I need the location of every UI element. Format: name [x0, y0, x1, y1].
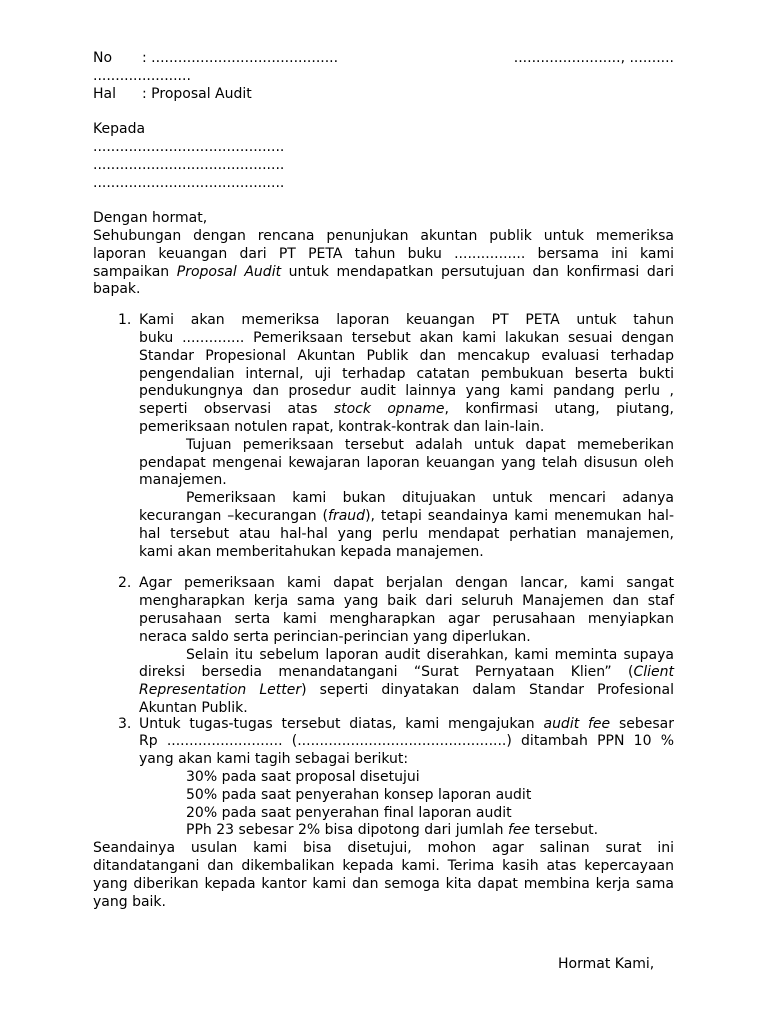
recipient-line: ........................................... [93, 138, 285, 155]
text-segment: Seandainya usulan kami bisa disetujui, mohon agar salinan surat ini [93, 840, 674, 857]
text-segment: Sehubungan dengan rencana penunjukan akuntan publik untuk memeriksa [93, 227, 674, 244]
text-segment: PPh 23 sebesar 2% bisa dipotong dari jumlah [186, 822, 508, 839]
list-item-2 [93, 575, 674, 717]
list-item-paragraph [139, 437, 674, 490]
list-number: 2. [118, 575, 132, 592]
text-line [139, 490, 674, 508]
list-item-paragraph [139, 575, 674, 646]
text-segment: 20% pada saat penyerahan final laporan audit [186, 804, 512, 821]
intro-paragraph [93, 228, 674, 299]
text-segment: neraca saldo serta perincian-perincian yang diperlukan. [139, 628, 531, 645]
text-line [139, 716, 674, 734]
list-item-3 [93, 716, 674, 841]
text-line [93, 876, 674, 894]
italic-text: Proposal Audit [176, 263, 282, 280]
recipient-block [93, 121, 674, 192]
text-line [93, 858, 674, 876]
text-segment: bapak. [93, 281, 141, 298]
letter-number-placeholder: .......................................... [151, 50, 339, 66]
text-line [139, 751, 674, 769]
text-line [139, 419, 674, 437]
text-segment: ditandatangani dan dikembalikan kepada kami. Terima kasih atas kepercayaan [93, 858, 674, 875]
text-segment: kami akan memberitahukan kepada manajemen. [139, 543, 484, 560]
text-segment: ), tetapi seandainya kami menemukan hal- [365, 507, 674, 524]
place-date-placeholder: ........................, .......... [513, 50, 674, 66]
list-number: 3. [118, 715, 132, 732]
text-line [139, 647, 674, 665]
text-line [93, 264, 674, 282]
text-line [139, 544, 674, 562]
text-line [139, 508, 674, 526]
number-label: No [93, 50, 113, 66]
text-line [139, 629, 674, 647]
text-line [139, 437, 674, 455]
text-segment: yang baik. [93, 893, 166, 910]
text-line [139, 575, 674, 593]
subject-row [93, 86, 674, 104]
text-line [139, 472, 674, 490]
text-segment: yang diberikan kepada kantor kami dan semoga kita dapat membina kerja sama [93, 875, 674, 892]
text-segment: mengharapkan kerja sama yang baik dari seluruh Manajemen dan staf [139, 593, 674, 610]
list-number: 1. [118, 312, 132, 329]
text-segment: Selain itu sebelum laporan audit diserahkan, kami meminta supaya [186, 646, 674, 663]
text-segment: 30% pada saat proposal disetujui [186, 769, 420, 786]
text-line [139, 330, 674, 348]
text-line [93, 281, 674, 299]
list-item-paragraph [139, 312, 674, 437]
signoff: Hormat Kami, [558, 956, 655, 972]
italic-text: Client [633, 664, 674, 681]
recipient-label: Kepada [93, 121, 146, 138]
text-line [139, 787, 674, 805]
place-date-continued-row [93, 68, 674, 86]
text-line [139, 611, 674, 629]
list-item-paragraph [139, 647, 674, 718]
salutation: Dengan hormat, [93, 210, 208, 227]
text-segment: Pemeriksaan kami bukan ditujuakan untuk mencari adanya [186, 490, 674, 507]
text-line [139, 526, 674, 544]
italic-text: fraud [328, 507, 366, 524]
italic-text: stock opname [333, 401, 445, 418]
text-segment: untuk mendapatkan persutujuan dan konfirmasi dari [281, 263, 674, 280]
text-line [139, 733, 674, 751]
letter-body [93, 50, 674, 911]
text-segment: Standar Propesional Akuntan Publik dan mencakup evaluasi terhadap [139, 347, 674, 364]
list-item-1 [93, 312, 674, 561]
subject-label: Hal [93, 85, 116, 102]
list-item-paragraph [139, 716, 674, 769]
number-colon: : [142, 50, 147, 66]
text-segment: Kami akan memeriksa laporan keuangan PT PETA untuk tahun [139, 312, 674, 329]
text-segment: 50% pada saat penyerahan konsep laporan audit [186, 786, 532, 803]
text-segment: Akuntan Publik. [139, 699, 248, 716]
text-line [139, 664, 674, 682]
text-line [93, 246, 674, 264]
italic-text: Representation Letter [139, 682, 302, 699]
text-segment: direksi bersedia menandatangani “Surat Pernyataan Klien” ( [139, 664, 634, 681]
text-line [139, 401, 674, 419]
text-line [93, 228, 674, 246]
text-line [139, 822, 674, 840]
text-segment: perusahaan serta kami mengharapkan agar perusahaan menyiapkan [139, 610, 674, 627]
text-line [139, 366, 674, 384]
italic-text: audit fee [543, 715, 611, 732]
recipient-line: ........................................... [93, 174, 285, 191]
text-segment: buku .............. Pemeriksaan tersebut akan kami lakukan sesuai dengan [139, 329, 674, 346]
text-line [139, 769, 674, 787]
place-date-continued: ...................... [93, 67, 191, 84]
letter-number-row [93, 50, 674, 68]
list-item-paragraph [139, 490, 674, 561]
text-segment: yang akan kami tagih sebagai berikut: [139, 751, 409, 768]
text-line [93, 840, 674, 858]
text-segment: Tujuan pemeriksaan tersebut adalah untuk dapat memeberikan [186, 436, 674, 453]
recipient-line: ........................................... [93, 156, 285, 173]
text-segment: ) seperti dinyatakan dalam Standar Profesional [301, 682, 674, 699]
text-segment: Agar pemeriksaan kami dapat berjalan dengan lancar, kami sangat [139, 575, 674, 592]
italic-text: fee [507, 822, 531, 839]
text-segment: hal tersebut atau hal-hal yang perlu mendapat perhatian manajemen, [139, 525, 674, 542]
text-segment: , konfirmasi utang, piutang, [444, 401, 675, 418]
text-line [139, 312, 674, 330]
text-line [139, 383, 674, 401]
text-segment: manajemen. [139, 472, 227, 489]
text-segment: pengendalian internal, uji terhadap catatan pembukuan beserta bukti [139, 365, 674, 382]
fee-schedule [139, 769, 674, 840]
paragraph-gap [93, 103, 674, 121]
text-segment: pendukungnya dan prosedur audit lainnya yang kami pandang perlu , [139, 383, 674, 400]
text-line [139, 593, 674, 611]
text-segment: pendapat mengenai kewajaran laporan keuangan yang telah disusun oleh [139, 454, 674, 471]
text-segment: Rp .......................... (...............................................) ditambah PPN 10 % [139, 733, 674, 750]
text-line [139, 682, 674, 700]
text-segment: laporan keuangan dari PT PETA tahun buku ................ bersama ini kami [93, 245, 674, 262]
closing-paragraph [93, 840, 674, 911]
text-line [139, 348, 674, 366]
subject-value: Proposal Audit [151, 85, 252, 102]
subject-colon: : [142, 85, 147, 102]
text-segment: sebesar [610, 715, 674, 732]
text-segment: Untuk tugas-tugas tersebut diatas, kami mengajukan [139, 715, 544, 732]
text-line [139, 455, 674, 473]
text-segment: kecurangan –kecurangan ( [139, 507, 329, 524]
text-line [139, 805, 674, 823]
paragraph-gap [93, 192, 674, 210]
text-line [93, 894, 674, 912]
text-segment: seperti observasi atas [139, 401, 334, 418]
text-segment: pemeriksaan notulen rapat, kontrak-kontrak dan lain-lain. [139, 418, 545, 435]
text-segment: tersebut. [530, 822, 599, 839]
text-segment: sampaikan [93, 263, 177, 280]
